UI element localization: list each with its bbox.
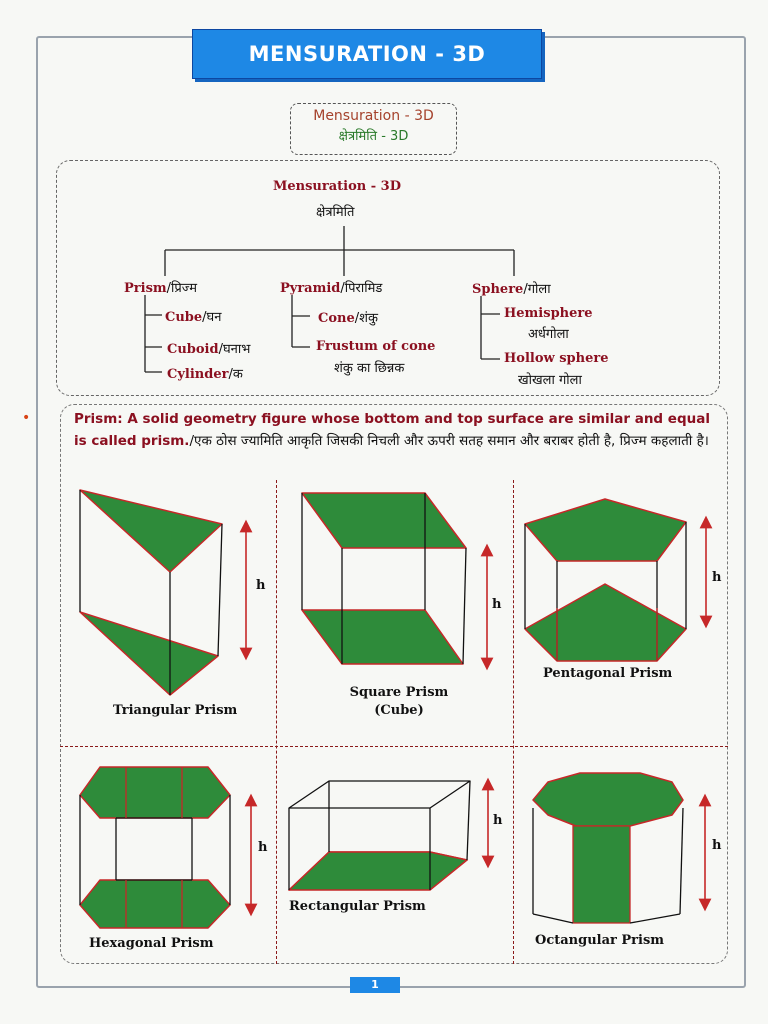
- hexagonal-prism-label: Hexagonal Prism: [89, 936, 214, 951]
- page-title: MENSURATION - 3D: [192, 29, 542, 79]
- page-number: 1: [350, 977, 400, 993]
- tree-hemisphere-hi: अर्धगोला: [528, 327, 569, 342]
- square-prism-sublabel: (Cube): [374, 703, 424, 718]
- tree-cube: Cube/घन: [165, 310, 222, 325]
- tree-cylinder: Cylinder/क: [167, 367, 243, 382]
- height-label: h: [712, 838, 722, 853]
- rectangular-prism-figure: [289, 781, 470, 890]
- height-label: h: [493, 813, 503, 828]
- hexagonal-prism-figure: [80, 767, 230, 928]
- tree-root-en: Mensuration - 3D: [273, 179, 401, 194]
- tree-hollow-sphere-en: Hollow sphere: [504, 351, 609, 366]
- tree-cuboid: Cuboid/घनाभ: [167, 342, 251, 357]
- tree-hemisphere-en: Hemisphere: [504, 306, 593, 321]
- tree-prism: Prism/प्रिज्म: [124, 281, 197, 296]
- triangular-prism-label: Triangular Prism: [113, 703, 238, 718]
- tree-cone: Cone/शंकु: [318, 311, 378, 326]
- prism-definition: Prism: A solid geometry figure whose bottom and top surface are similar and equal is called prism./एक ठोस ज्यामिति आकृति जिसकी निचली और ऊपरी सतह समान और बराबर होती है, प्रिज्म कहलाती है।: [74, 411, 710, 449]
- tree-frustum-en: Frustum of cone: [316, 339, 436, 354]
- height-label: h: [712, 570, 722, 585]
- bullet-icon: •: [22, 410, 31, 426]
- triangular-prism-figure: [80, 490, 222, 695]
- tree-root-hi: क्षेत्रमिति: [316, 205, 355, 220]
- height-label: h: [258, 840, 268, 855]
- pentagonal-prism-label: Pentagonal Prism: [543, 666, 673, 681]
- tree-pyramid: Pyramid/पिरामिड: [280, 281, 383, 296]
- octangular-prism-label: Octangular Prism: [535, 933, 665, 948]
- octangular-prism-figure: [533, 773, 683, 923]
- square-prism-label: Square Prism: [349, 685, 449, 700]
- height-label: h: [256, 578, 266, 593]
- height-label: h: [492, 597, 502, 612]
- tree-hollow-sphere-hi: खोखला गोला: [518, 373, 582, 388]
- tree-frustum-hi: शंकु का छिन्नक: [334, 361, 405, 376]
- square-prism-figure: [302, 493, 466, 664]
- subtitle-en: Mensuration - 3D: [313, 108, 434, 124]
- rectangular-prism-label: Rectangular Prism: [289, 899, 426, 914]
- tree-sphere: Sphere/गोला: [472, 282, 551, 297]
- subtitle-hi: क्षेत्रमिति - 3D: [338, 129, 409, 144]
- pentagonal-prism-figure: [525, 499, 686, 661]
